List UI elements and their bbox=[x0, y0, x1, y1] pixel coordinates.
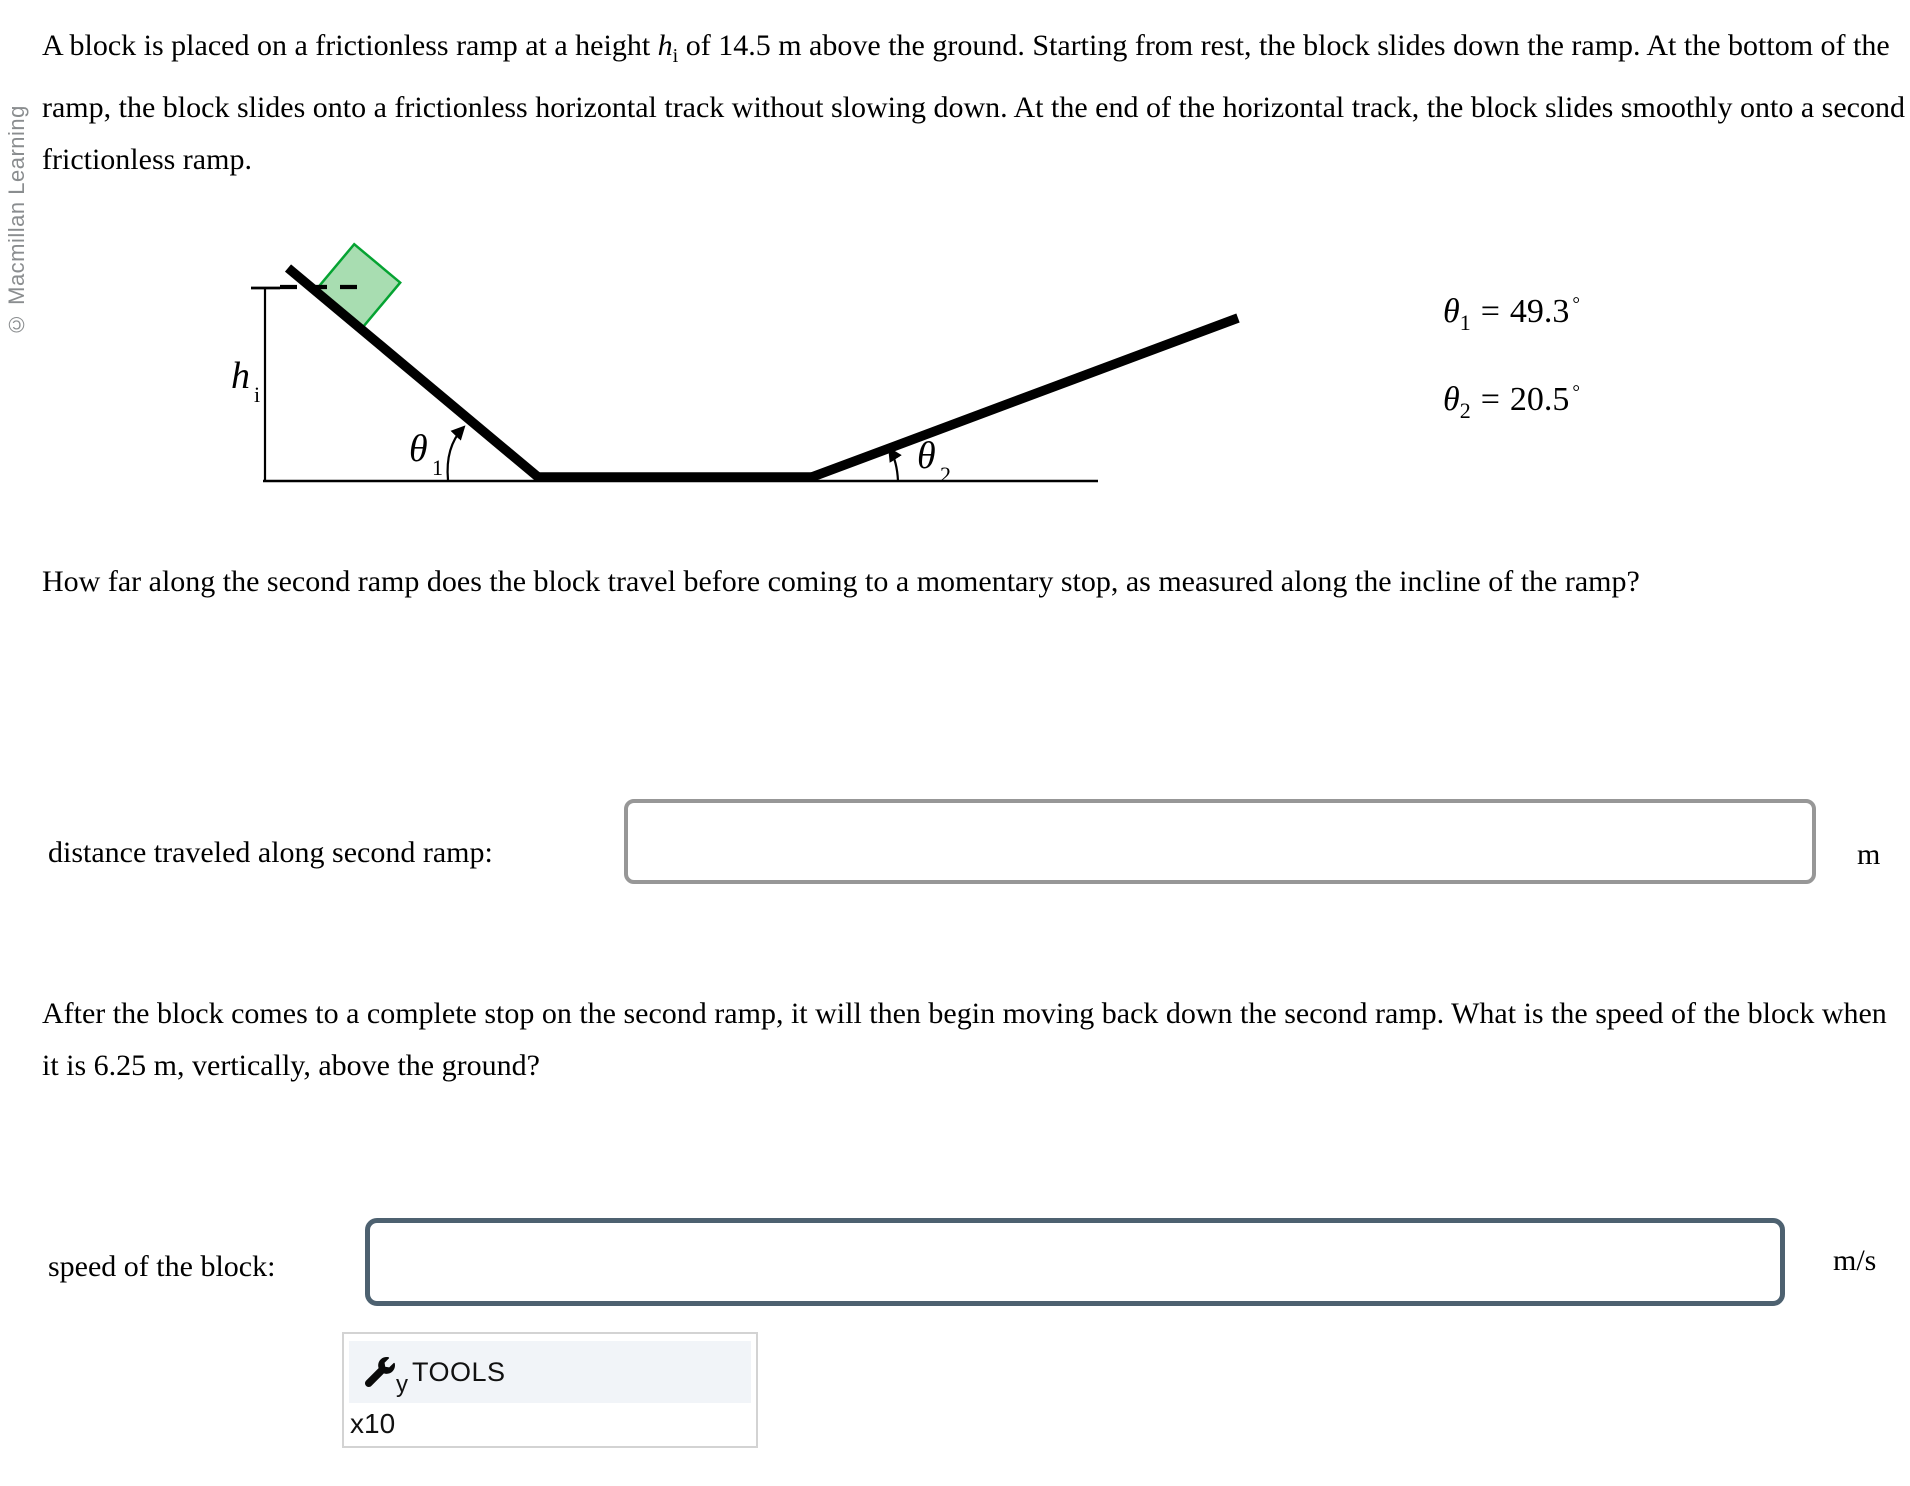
equals-sign: = bbox=[1480, 293, 1500, 330]
speed-answer-input[interactable] bbox=[365, 1218, 1785, 1306]
theta2-label-subscript: 2 bbox=[940, 462, 951, 487]
theta2-degrees: 20.5 bbox=[1509, 381, 1570, 418]
theta2-angle-arrow bbox=[890, 450, 898, 481]
height-variable-subscript: i bbox=[672, 45, 679, 67]
ramp-diagram bbox=[180, 185, 1310, 495]
theta1-degrees: 49.3 bbox=[1509, 293, 1570, 330]
degree-sign: ° bbox=[1572, 381, 1580, 403]
tools-button-label: TOOLS bbox=[412, 1356, 506, 1387]
question-1: How far along the second ramp does the block travel before coming to a momentary stop, as measured along the incline of the ramp? bbox=[42, 565, 1640, 598]
theta1-angle-arrow bbox=[448, 428, 463, 480]
problem-text-pre: A block is placed on a frictionless ramp at a height bbox=[42, 29, 658, 62]
distance-unit: m bbox=[1857, 838, 1881, 871]
theta1-symbol: θ bbox=[1443, 293, 1460, 330]
degree-sign: ° bbox=[1572, 293, 1580, 315]
distance-answer-label: distance traveled along second ramp: bbox=[48, 836, 493, 869]
x10-button[interactable]: x10 bbox=[350, 1408, 396, 1439]
theta1-label-subscript: 1 bbox=[432, 455, 443, 480]
height-variable: h bbox=[657, 29, 673, 62]
theta2-given-value bbox=[1443, 381, 1580, 424]
copyright-vertical-text: © Macmillan Learning bbox=[4, 105, 29, 337]
tools-button[interactable] bbox=[349, 1341, 751, 1403]
speed-answer-label: speed of the block: bbox=[48, 1250, 276, 1283]
h-label: h bbox=[231, 355, 250, 397]
second-ramp bbox=[812, 318, 1238, 477]
theta1-symbol-subscript: 1 bbox=[1459, 309, 1471, 335]
h-label-subscript: i bbox=[254, 382, 261, 407]
question-2: After the block comes to a complete stop on the second ramp, it will then begin moving back down the second ramp. What is the speed of the block when it is 6.25 m, vertically, above the ground? bbox=[42, 997, 1887, 1082]
problem-text-post: of 14.5 m above the ground. Starting from rest, the block slides down the ramp. At the bottom of the ramp, the block slides onto a frictionless horizontal track without slowing down. At the end of the horizontal track, the block slides smoothly onto a second frictionless ramp. bbox=[42, 29, 1905, 176]
theta1-given-value bbox=[1443, 293, 1580, 336]
theta2-symbol-subscript: 2 bbox=[1459, 397, 1471, 423]
tools-panel bbox=[342, 1332, 758, 1448]
speed-unit: m/s bbox=[1833, 1244, 1877, 1277]
tools-subscript: y bbox=[396, 1371, 408, 1398]
wrench-icon bbox=[365, 1357, 395, 1387]
theta1-label: θ bbox=[409, 428, 428, 470]
problem-statement bbox=[42, 20, 1908, 186]
theta2-label: θ bbox=[917, 435, 936, 477]
distance-answer-input[interactable] bbox=[624, 799, 1816, 884]
theta2-symbol: θ bbox=[1443, 381, 1460, 418]
equals-sign: = bbox=[1480, 381, 1500, 418]
block bbox=[316, 244, 401, 328]
